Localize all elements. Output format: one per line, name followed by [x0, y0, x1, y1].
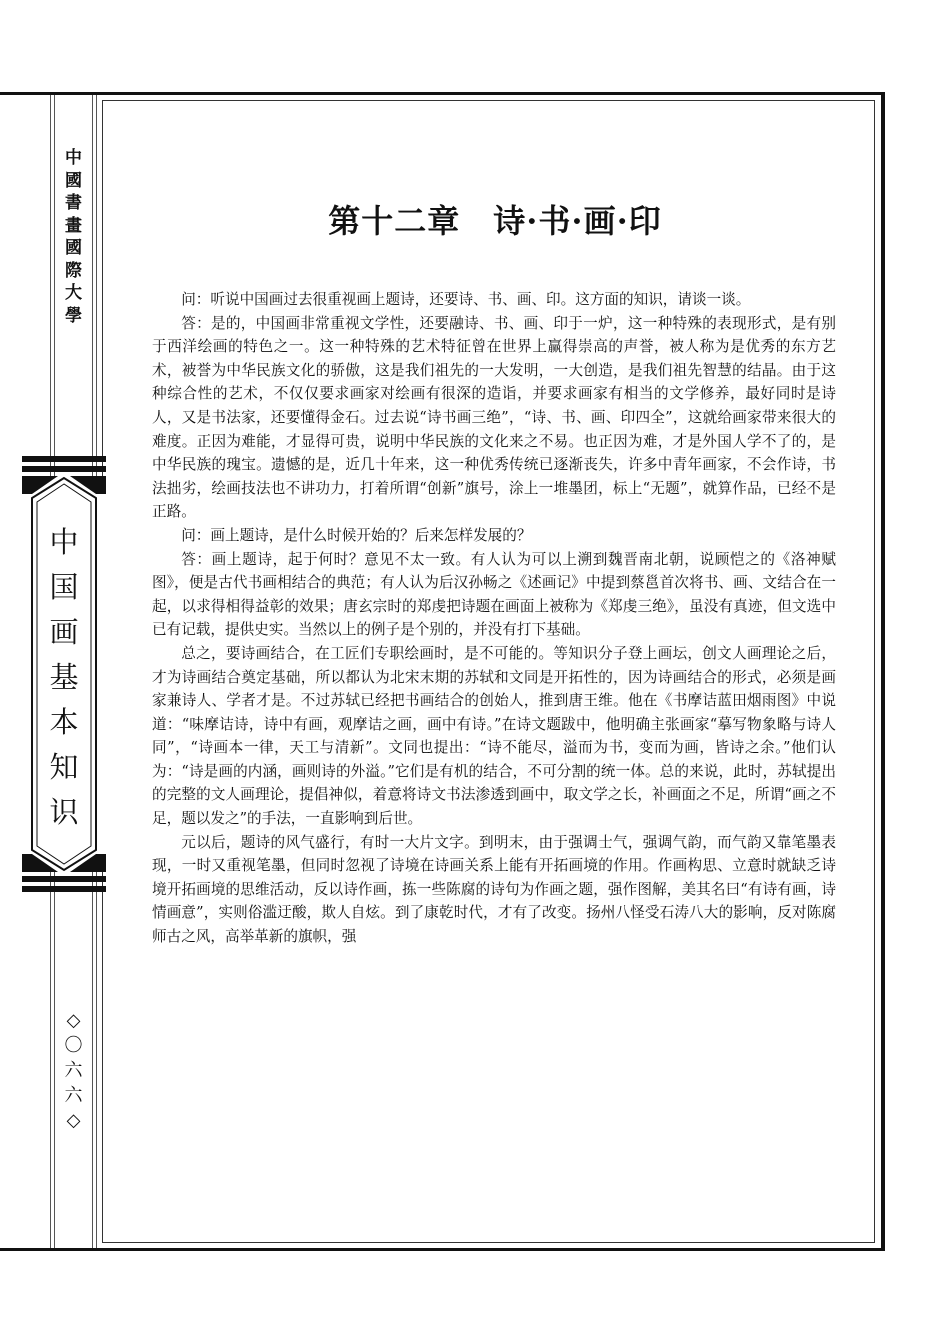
inner-top-border — [102, 100, 875, 101]
page-number-char: 〇 — [64, 1035, 83, 1056]
title-box-bottom-bar — [22, 886, 106, 892]
book-title-char: 国 — [49, 570, 79, 604]
paragraph: 问：听说中国画过去很重视画上题诗，还要诗、书、画、印。这方面的知识，请谈一谈。 — [181, 291, 751, 308]
inner-bottom-border — [102, 1242, 875, 1243]
paragraph: 答：是的，中国画非常重视文学性，还要融诗、书、画、印于一炉，这一种特殊的表现形式，是有别于西洋绘画的特色之一。这一种特殊的艺术特征曾在世界上赢得崇高的声誉，被人称为是优秀的东方艺术，被誉为中华民族文化的骄傲，这是我们祖先的一大发明，一大创造，是我们祖先智慧的结晶。由于这种综合性的艺术，不仅仅要求画家对绘画有很深的造诣，并要求画家有相当的文学修养，最好同时是诗人，又是书法家，还要懂得金石。过去说“诗书画三绝”，“诗、书、画、印四全”，这就给画家带来很大的难度。正因为难能，才显得可贵，说明中华民族的文化来之不易。也正因为难，才是外国人学不了的，是中华民族的瑰宝。遗憾的是，近几十年来，这一种优秀传统已逐渐丧失，许多中青年画家，不会作诗，书法拙劣，绘画技法也不讲功力，打着所谓“创新”旗号，涂上一堆墨团，标上“无题”，就算作品，已经不是正路。 — [152, 314, 836, 521]
paragraph: 答：画上题诗，起于何时？意见不太一致。有人认为可以上溯到魏晋南北朝，说顾恺之的《洛神赋图》，便是古代书画相结合的典范；有人认为后汉孙畅之《述画记》中提到蔡邕首次将书、画、文结合在一起，以求得相得益彰的效果；唐玄宗时的郑虔把诗题在画面上被称为《郑虔三绝》，虽没有真迹，但文选中已有记载，提供史实。当然以上的例子是个别的，并没有打下基础。 — [152, 550, 836, 639]
page-number-char: 六 — [64, 1085, 83, 1106]
univ-char: 國 — [65, 170, 82, 191]
title-box-top-bar — [22, 456, 106, 462]
page-number — [55, 1008, 92, 1133]
book-title-char: 识 — [49, 795, 79, 829]
book-title-char: 知 — [49, 750, 79, 784]
book-title-char: 中 — [49, 525, 79, 559]
page-number-char: 六 — [64, 1060, 83, 1081]
univ-char: 國 — [65, 238, 82, 258]
body-text — [152, 288, 836, 949]
univ-char: 中 — [65, 148, 82, 168]
title-box-top-bar — [22, 466, 106, 472]
book-title-char: 基 — [49, 660, 79, 694]
book-title-char: 画 — [49, 615, 79, 649]
title-box-bottom-bar — [22, 876, 106, 882]
paragraph: 总之，要诗画结合，在工匠们专职绘画时，是不可能的。等知识分子登上画坛，创文人画理论之后，才为诗画结合奠定基础，所以都认为北宋末期的苏轼和文同是开拓性的，因为诗画结合的形式，必须是画家兼诗人、学者才是。不过苏轼已经把书画结合的创始人，推到唐王维。他在《书摩诘蓝田烟雨图》中说道：“味摩诘诗，诗中有画，观摩诘之画，画中有诗。”在诗文题跋中，他明确主张画家“摹写物象略与诗人同”，“诗画本一律，天工与清新”。文同也提出：“诗不能尽，溢而为书，变而为画，皆诗之余。”他们认为：“诗是画的内涵，画则诗的外溢。”它们是有机的结合，不可分割的统一体。总的来说，此时，苏轼提出的完整的文人画理论，提倡神似，着意将诗文书法渗透到画中，取文学之长，补画面之不足，所谓“画之不足，题以发之”的手法，一直影响到后世。 — [152, 644, 836, 828]
univ-char: 學 — [65, 305, 82, 326]
frame-top-border — [0, 92, 885, 95]
book-title — [40, 520, 88, 835]
univ-char: 大 — [65, 283, 82, 303]
diamond-icon: ◇ — [66, 1110, 81, 1131]
univ-char: 書 — [65, 193, 82, 213]
chapter-title: 第十二章 诗·书·画·印 — [328, 202, 662, 240]
paragraph: 元以后，题诗的风气盛行，有时一大片文字。到明末，由于强调士气，强调气韵，而气韵又靠笔墨表现，一时又重视笔墨，但同时忽视了诗境在诗画关系上能有开拓画境的作用。作画构思、立意时就缺乏诗境开拓画境的思维活动，反以诗作画，拣一些陈腐的诗句为作画之题，强作图解，美其名曰“有诗有画，诗情画意”，实则俗滥迂酸，欺人自炫。到了康乾时代，才有了改变。扬州八怪受石涛八大的影响，反对陈腐师古之风，高举革新的旗帜，强 — [152, 833, 836, 946]
university-name — [55, 147, 92, 327]
frame-right-border — [881, 92, 885, 1251]
diamond-icon: ◇ — [66, 1010, 81, 1031]
paragraph: 问：画上题诗，是什么时候开始的？后来怎样发展的？ — [181, 526, 532, 544]
book-title-char: 本 — [49, 705, 79, 739]
frame-bottom-border — [0, 1248, 885, 1251]
univ-char: 畫 — [65, 215, 82, 236]
inner-right-border — [874, 100, 875, 1243]
univ-char: 際 — [65, 260, 82, 281]
